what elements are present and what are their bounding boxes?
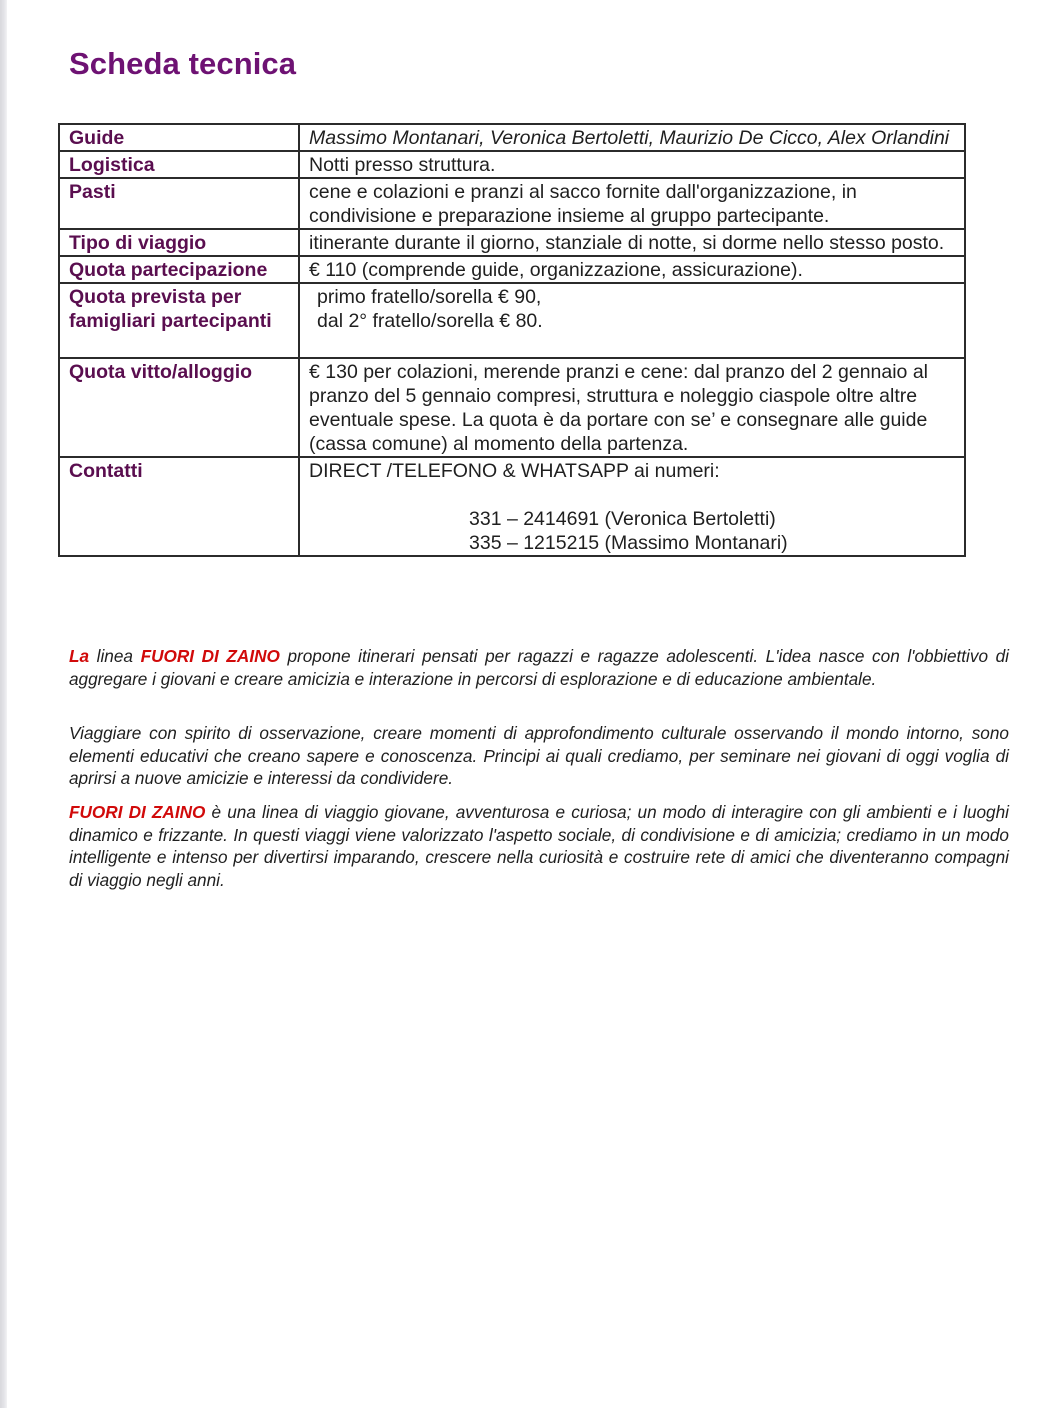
table-row-quota-famigliari bbox=[59, 283, 965, 358]
paragraph-brand bbox=[69, 801, 1009, 891]
linea-word: linea bbox=[96, 646, 133, 666]
document-page bbox=[7, 0, 1052, 1408]
sibling-fee-first: primo fratello/sorella € 90, bbox=[317, 286, 542, 308]
phone-veronica: 331 – 2414691 (Veronica Bertoletti) bbox=[469, 508, 776, 530]
paragraph-values bbox=[69, 722, 1009, 790]
row-label-tipo-viaggio: Tipo di viaggio bbox=[59, 229, 299, 256]
paragraph-text: Viaggiare con spirito di osservazione, creare momenti di approfondimento culturale osservando il mondo intorno, sono elementi educativi che creano sapere e conoscenza. Principi ai quali crediamo, per seminare nei giovani di oggi voglia di aprirsi a nuove amicizie e interessi da condividere. bbox=[69, 723, 1009, 789]
brand-name: FUORI DI ZAINO bbox=[140, 646, 280, 666]
brand-name: FUORI DI ZAINO bbox=[69, 802, 206, 822]
phone-massimo: 335 – 1215215 (Massimo Montanari) bbox=[469, 532, 788, 554]
paragraph-text: è una linea di viaggio giovane, avventurosa e curiosa; un modo di interagire con gli ambienti e i luoghi dinamico e frizzante. In questi viaggi viene valorizzato l'aspetto sociale, di condivisione e di amicizia; crediamo in un modo intelligente e intenso per divertirsi imparando, crescere nella curiosità e costruire rete di amici che diventeranno compagni di viaggio negli anni. bbox=[69, 802, 1009, 890]
row-label-quota-famigliari: Quota prevista per famigliari partecipanti bbox=[59, 283, 299, 358]
row-value-contatti bbox=[299, 457, 965, 556]
row-label-pasti: Pasti bbox=[59, 178, 299, 229]
row-value-quota-partecipazione: € 110 (comprende guide, organizzazione, assicurazione). bbox=[299, 256, 965, 283]
table-row-quota-partecipazione bbox=[59, 256, 965, 283]
paragraph-text: propone itinerari pensati per ragazzi e ragazze adolescenti. L'idea nasce con l'obbiettivo di aggregare i giovani e creare amicizia e interazione in percorsi di esplorazione e di educazione ambientale. bbox=[69, 646, 1009, 689]
page-title: Scheda tecnica bbox=[69, 46, 297, 81]
row-label-logistica: Logistica bbox=[59, 151, 299, 178]
row-label-contatti: Contatti bbox=[59, 457, 299, 556]
row-value-quota-famigliari bbox=[299, 283, 965, 358]
row-label-guide: Guide bbox=[59, 124, 299, 151]
sibling-fee-second: dal 2° fratello/sorella € 80. bbox=[317, 310, 543, 332]
table-row-pasti bbox=[59, 178, 965, 229]
blank-line bbox=[309, 333, 955, 357]
row-value-logistica: Notti presso struttura. bbox=[299, 151, 965, 178]
lead-word: La bbox=[69, 646, 90, 666]
technical-sheet-table bbox=[58, 123, 966, 557]
row-value-quota-vitto: € 130 per colazioni, merende pranzi e cene: dal pranzo del 2 gennaio al pranzo del 5 gennaio compresi, struttura e noleggio ciaspole oltre altre eventuale spese. La quota è da portare con se’ e consegnare alle guide (cassa comune) al momento della partenza. bbox=[299, 358, 965, 457]
table-row-contatti bbox=[59, 457, 965, 556]
table-row-guide bbox=[59, 124, 965, 151]
row-value-pasti: cene e colazioni e pranzi al sacco fornite dall'organizzazione, in condivisione e preparazione insieme al gruppo partecipante. bbox=[299, 178, 965, 229]
table-row-quota-vitto bbox=[59, 358, 965, 457]
paragraph-intro bbox=[69, 645, 1009, 690]
table-row-tipo-viaggio bbox=[59, 229, 965, 256]
row-value-guide: Massimo Montanari, Veronica Bertoletti, Maurizio De Cicco, Alex Orlandini bbox=[299, 124, 965, 151]
contacts-intro: DIRECT /TELEFONO & WHATSAPP ai numeri: bbox=[309, 460, 720, 482]
page-edge-shadow bbox=[0, 0, 7, 1408]
table-row-logistica bbox=[59, 151, 965, 178]
row-value-tipo-viaggio: itinerante durante il giorno, stanziale di notte, si dorme nello stesso posto. bbox=[299, 229, 965, 256]
blank-line bbox=[309, 483, 955, 507]
row-label-quota-vitto: Quota vitto/alloggio bbox=[59, 358, 299, 457]
row-label-quota-partecipazione: Quota partecipazione bbox=[59, 256, 299, 283]
